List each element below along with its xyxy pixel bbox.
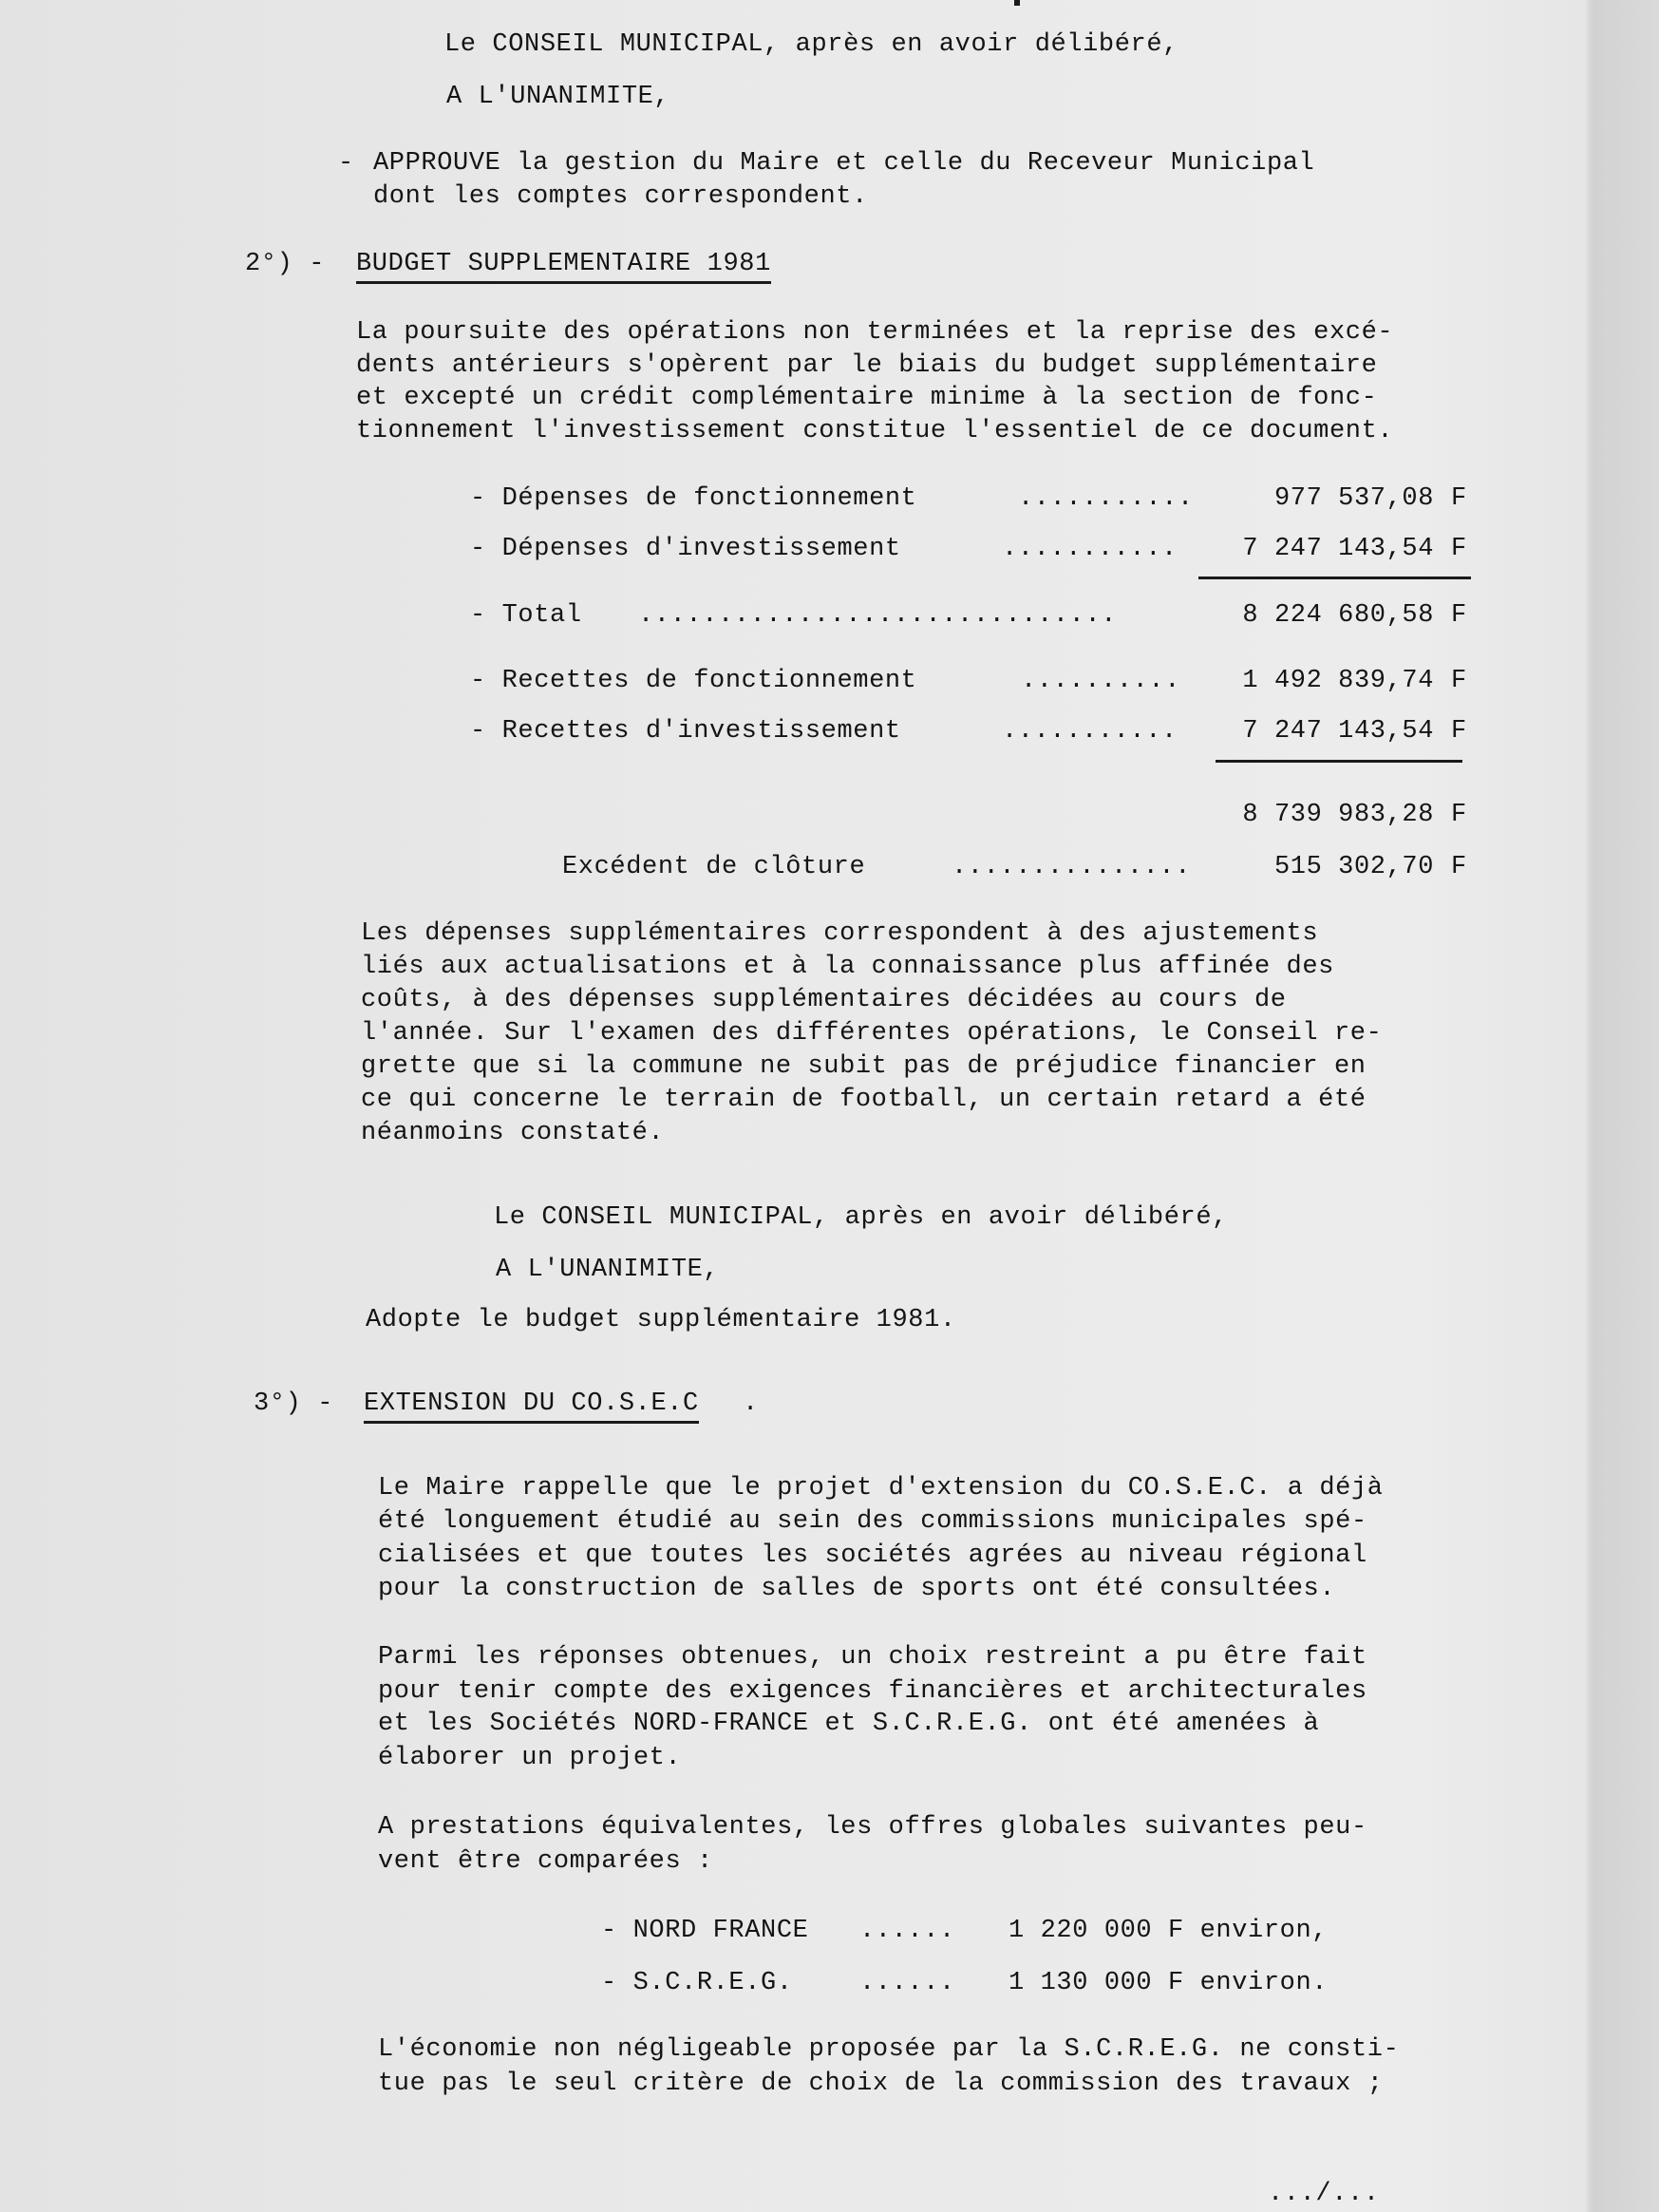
page-top-mark <box>1014 0 1020 6</box>
row-unit: F <box>1451 484 1467 513</box>
commentary-line: grette que si la commune ne subit pas de préjudice financier en <box>361 1052 1367 1081</box>
row-label: - Recettes d'investissement <box>470 717 901 746</box>
subtotal-rule <box>1198 577 1471 579</box>
row-value: 7 247 143,54 <box>1242 535 1434 563</box>
para2-line: élaborer un projet. <box>378 1744 682 1772</box>
continuation-marker: .../... <box>1268 2180 1380 2208</box>
para1-line: cialisées et que toutes les sociétés agrées au niveau régional <box>378 1541 1367 1570</box>
row-unit: F <box>1451 717 1467 746</box>
commentary-line: l'année. Sur l'examen des différentes opérations, le Conseil re- <box>361 1019 1383 1048</box>
offer-label: - NORD FRANCE <box>601 1917 809 1945</box>
row-label: Excédent de clôture <box>562 853 866 881</box>
intro-line: et excepté un crédit complémentaire minime à la section de fonc- <box>356 384 1378 412</box>
offer-amount: 1 130 000 F environ. <box>1009 1969 1329 1997</box>
row-label: - Total <box>470 601 582 630</box>
row-leader: ........... <box>1002 535 1178 563</box>
decision-dash: - <box>338 149 354 178</box>
para3-line: A prestations équivalentes, les offres globales suivantes peu- <box>378 1813 1367 1842</box>
offer-amount: 1 220 000 F environ, <box>1009 1917 1329 1945</box>
para3-line: vent être comparées : <box>378 1847 713 1876</box>
intro-line: dents antérieurs s'opèrent par le biais du budget supplémentaire <box>356 351 1378 380</box>
commentary-line: néanmoins constaté. <box>361 1119 665 1147</box>
section-2-number: 2°) - <box>245 250 326 278</box>
row-unit: F <box>1451 853 1467 881</box>
row-label: - Dépenses de fonctionnement <box>470 484 917 513</box>
row-leader: ........... <box>1002 717 1178 746</box>
row-unit: F <box>1451 535 1467 563</box>
row-unit: F <box>1451 801 1467 829</box>
row-leader: ............... <box>952 853 1192 881</box>
decision-line-1: APPROUVE la gestion du Maire et celle du Receveur Municipal <box>373 149 1315 178</box>
para1-line: pour la construction de salles de sports ont été consultées. <box>378 1575 1336 1603</box>
commentary-line: coûts, à des dépenses supplémentaires décidées au cours de <box>361 986 1287 1014</box>
row-value: 515 302,70 <box>1273 853 1434 881</box>
offer-label: - S.C.R.E.G. <box>601 1969 793 1997</box>
row-label: - Dépenses d'investissement <box>470 535 901 563</box>
deliberation-2-line-1: Le CONSEIL MUNICIPAL, après en avoir délibéré, <box>494 1203 1228 1232</box>
intro-line: La poursuite des opérations non terminées et la reprise des excé- <box>356 318 1394 347</box>
row-unit: F <box>1451 667 1467 695</box>
deliberation-2-line-2: A L'UNANIMITE, <box>496 1256 720 1284</box>
row-value: 1 492 839,74 <box>1242 667 1434 695</box>
para4-line: L'économie non négligeable proposée par la S.C.R.E.G. ne consti- <box>378 2035 1400 2064</box>
row-value: 8 739 983,28 <box>1242 801 1434 829</box>
decision-line-2: dont les comptes correspondent. <box>373 182 868 211</box>
para1-line: été longuement étudié au sein des commissions municipales spé- <box>378 1507 1367 1536</box>
row-value: 8 224 680,58 <box>1242 601 1434 630</box>
section-2-title: BUDGET SUPPLEMENTAIRE 1981 <box>356 249 771 284</box>
section-3-title: EXTENSION DU CO.S.E.C <box>364 1389 699 1424</box>
section-3-number: 3°) - <box>254 1390 334 1418</box>
row-leader: .......... <box>1021 667 1181 695</box>
commentary-line: ce qui concerne le terrain de football, un certain retard a été <box>361 1086 1367 1114</box>
para1-line: Le Maire rappelle que le projet d'extension du CO.S.E.C. a déjà <box>378 1474 1384 1503</box>
intro-line: tionnement l'investissement constitue l'essentiel de ce document. <box>356 417 1394 445</box>
offer-leader: ...... <box>859 1917 955 1945</box>
row-leader: .............................. <box>638 601 1118 630</box>
commentary-line: liés aux actualisations et à la connaissance plus affinée des <box>361 953 1334 981</box>
para2-line: Parmi les réponses obtenues, un choix restreint a pu être fait <box>378 1643 1367 1672</box>
decision-adopte: Adopte le budget supplémentaire 1981. <box>366 1306 956 1334</box>
deliberation-line-1: Le CONSEIL MUNICIPAL, après en avoir délibéré, <box>444 30 1178 59</box>
commentary-line: Les dépenses supplémentaires correspondent à des ajustements <box>361 919 1319 948</box>
row-label: - Recettes de fonctionnement <box>470 667 917 695</box>
section-3-title-suffix: . <box>743 1390 759 1418</box>
para2-line: et les Sociétés NORD-FRANCE et S.C.R.E.G. ont été amenées à <box>378 1710 1320 1738</box>
deliberation-line-2: A L'UNANIMITE, <box>446 83 670 111</box>
row-leader: ........... <box>1018 484 1194 513</box>
row-value: 7 247 143,54 <box>1242 717 1434 746</box>
para4-line: tue pas le seul critère de choix de la commission des travaux ; <box>378 2070 1384 2098</box>
recettes-total-rule <box>1216 760 1462 763</box>
row-unit: F <box>1451 601 1467 630</box>
offer-leader: ...... <box>859 1969 955 1997</box>
para2-line: pour tenir compte des exigences financières et architecturales <box>378 1677 1367 1706</box>
row-value: 977 537,08 <box>1273 484 1434 513</box>
